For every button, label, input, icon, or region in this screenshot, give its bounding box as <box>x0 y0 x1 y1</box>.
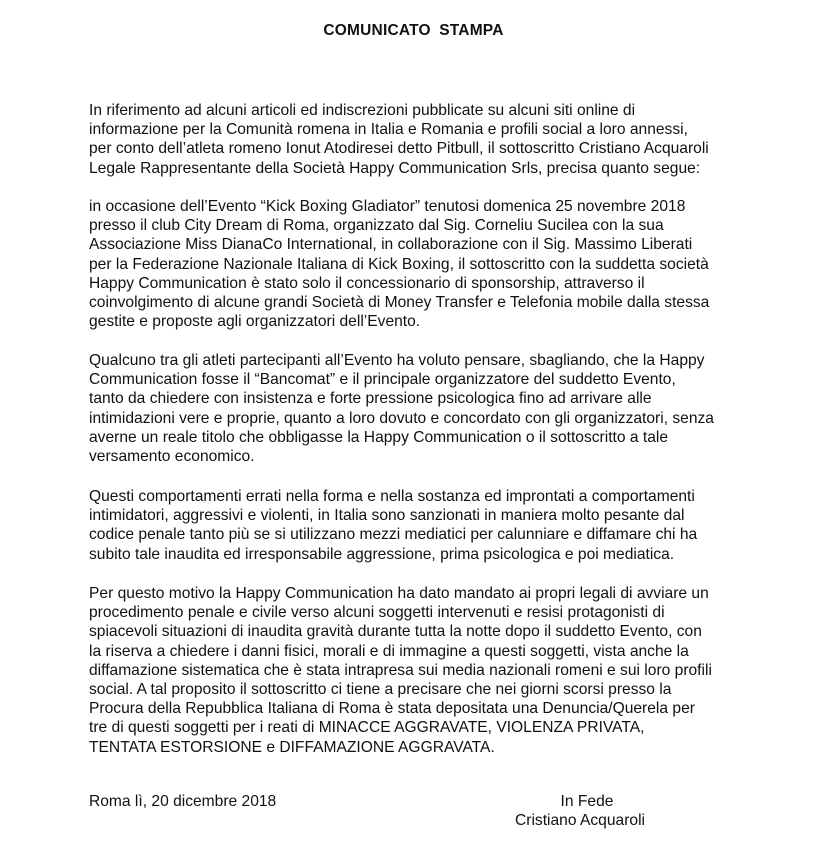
text-line: Per questo motivo la Happy Communication ha dato mandato ai propri legali di avviare un <box>89 585 709 602</box>
text-line: tre di questi soggetti per i reati di MINACCE AGGRAVATE, VIOLENZA PRIVATA, <box>89 719 645 737</box>
signature-block <box>480 792 680 830</box>
text-line: averne un reale titolo che obbligasse la Happy Communication o il sottoscritto a tale <box>89 428 669 446</box>
text-line: intimidatori, aggressivi e violenti, in Italia sono sanzionati in maniera molto pesante dal <box>89 507 685 525</box>
signature-name: Cristiano Acquaroli <box>514 812 645 830</box>
signature-closing: In Fede <box>560 793 614 810</box>
text-line: Qualcuno tra gli atleti partecipanti all’Evento ha voluto pensare, sbagliando, che la Happy <box>89 352 705 369</box>
text-line: spiacevoli situazioni di inaudita gravità durante tutta la notte dopo il suddetto Evento, con <box>89 623 702 641</box>
paragraph-legal-action <box>89 584 789 757</box>
text-line: coinvolgimento di alcune grandi Società di Money Transfer e Telefonia mobile dalla stessa <box>89 294 710 312</box>
paragraph-intro <box>89 101 789 178</box>
text-line: Happy Communication è stato solo il concessionario di sponsorship, attraverso il <box>89 274 645 292</box>
text-line: presso il club City Dream di Roma, organizzato dal Sig. Corneliu Sucilea con la sua <box>89 217 664 235</box>
text-line: subito tale inaudita ed irresponsabile aggressione, prima psicologica e poi mediatica. <box>89 545 675 563</box>
text-line: informazione per la Comunità romena in Italia e Romania e profili social a loro annessi, <box>89 121 688 139</box>
text-line: tanto da chiedere con insistenza e forte pressione psicologica fino ad arrivare alle <box>89 390 652 408</box>
text-line: In riferimento ad alcuni articoli ed indiscrezioni pubblicate su alcuni siti online di <box>89 102 636 119</box>
place-date: Roma lì, 20 dicembre 2018 <box>89 793 277 810</box>
text-line: gestite e proposte agli organizzatori dell’Evento. <box>89 313 421 331</box>
text-line: Associazione Miss DianaCo International, in collaborazione con il Sig. Massimo Liberati <box>89 236 693 254</box>
text-line: Questi comportamenti errati nella forma e nella sostanza ed improntati a comportamenti <box>89 488 695 505</box>
text-line: social. A tal proposito il sottoscritto ci tiene a precisare che nei giorni scorsi presso la <box>89 681 672 699</box>
text-line: per conto dell’atleta romeno Ionut Atodiresei detto Pitbull, il sottoscritto Cristiano Acquaroli <box>89 140 709 158</box>
text-line: la riserva a chiedere i danni fisici, morali e di immagine a questi soggetti, vista anche la <box>89 642 689 660</box>
text-line: Communication fosse il “Bancomat” e il principale organizzatore del suddetto Evento, <box>89 371 676 389</box>
text-line: procedimento penale e civile verso alcuni soggetti intervenuti e resisi protagonisti di <box>89 604 665 622</box>
text-line: diffamazione sistematica che è stata intrapresa sui media nazionali romeni e sui loro profili <box>89 661 712 679</box>
paragraph-athletes <box>89 351 789 466</box>
text-line: versamento economico. <box>89 448 255 466</box>
text-line: in occasione dell’Evento “Kick Boxing Gladiator” tenutosi domenica 25 novembre 2018 <box>89 198 686 215</box>
text-line: Legale Rappresentante della Società Happy Communication Srls, precisa quanto segue: <box>89 159 701 177</box>
paragraph-behaviour <box>89 487 789 564</box>
text-line: per la Federazione Nazionale Italiana di Kick Boxing, il sottoscritto con la suddetta società <box>89 255 709 273</box>
paragraph-event <box>89 197 789 331</box>
text-line: codice penale tanto più se si utilizzano mezzi mediatici per calunniare e diffamare chi ha <box>89 526 698 544</box>
document-title: COMUNICATO STAMPA <box>323 22 504 39</box>
text-line: Procura della Repubblica Italiana di Roma è stata depositata una Denuncia/Querela per <box>89 700 695 718</box>
text-line: TENTATA ESTORSIONE e DIFFAMAZIONE AGGRAVATA. <box>89 738 495 756</box>
text-line: intimidazioni vere e proprie, quanto a loro dovuto e concordato con gli organizzatori, senza <box>89 409 714 427</box>
